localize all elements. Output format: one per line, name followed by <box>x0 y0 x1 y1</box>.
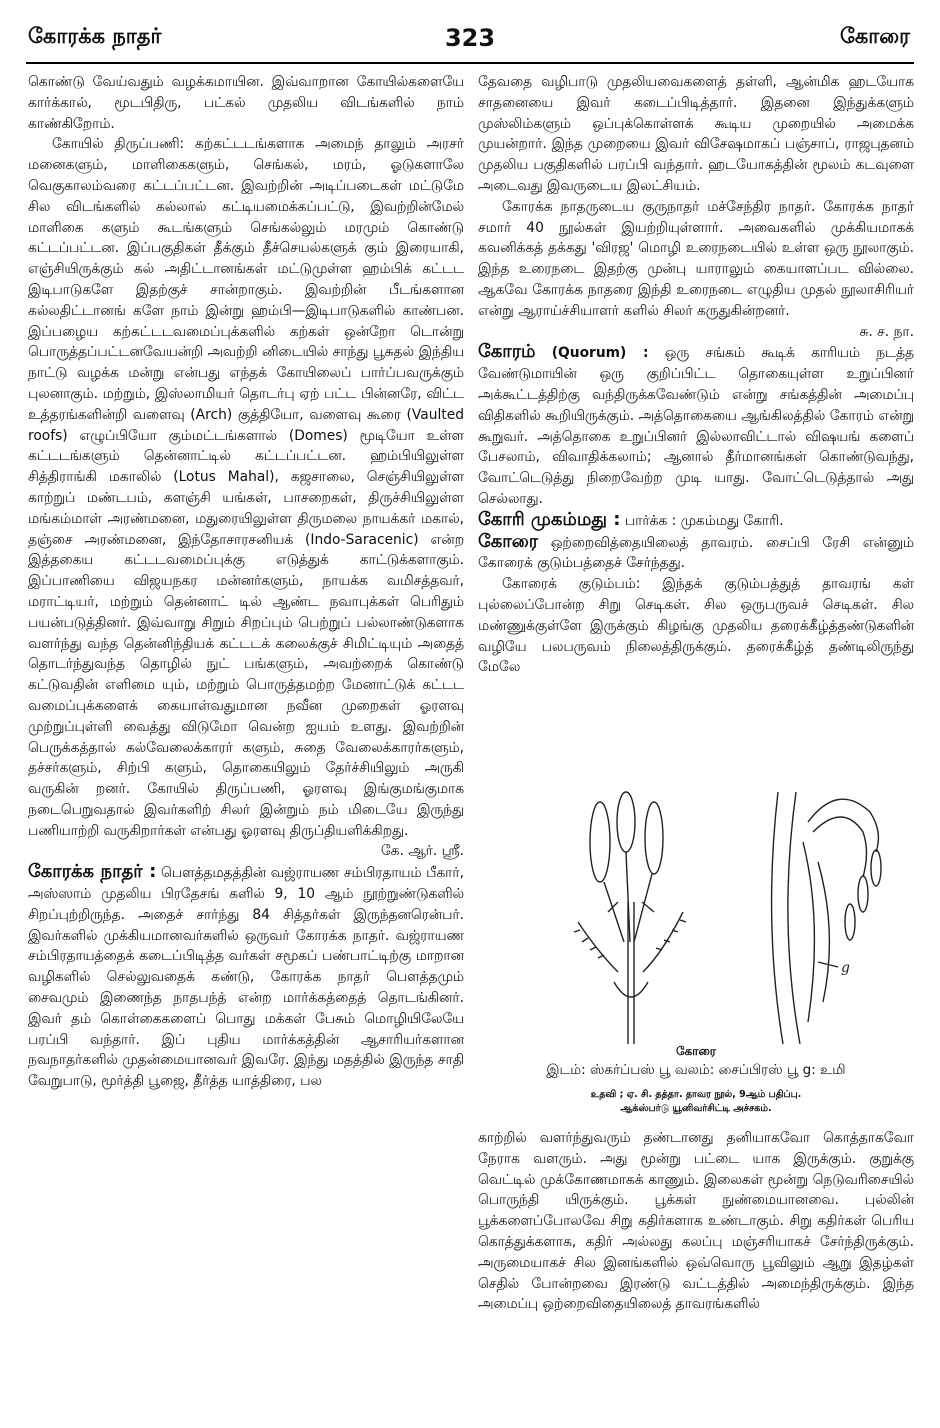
left-column <box>28 72 464 1092</box>
running-head-right: கோரை <box>839 24 910 48</box>
paragraph: காற்றில் வளர்ந்துவரும் தண்டானது தனியாகவோ கொத்தாகவோ நேராக வளரும். அது மூன்று பட்டை யாக இருக்கும். குறுக்கு வெட்டில் முக்கோணமாகக் காணும். இலைகள் மூன்று நெடுவரிசையில் பொருந்தி யிருக்கும். பூக்கள் நுண்மையானவை. புல்லின் பூக்களைப்போலவே சிறு கதிர்களாக உண்டாகும். சிறு கதிர்கள் பெரிய கொத்துக்களாக, கதிர் அல்லது கலப்பு மஞ்சரியாகச் சேர்ந்திருக்கும். அருமையாகச் சில இனங்களில் ஒவ்வொரு பூவிலும் ஆறு இதழ்கள் செதில் போன்றவை இரண்டு வட்டத்தில் அமைந்திருக்கும். இந்த அமைப்பு ஒற்றைவிதையிலைத் தாவரங்களில் <box>478 1130 914 1313</box>
figure-label: g <box>841 960 850 976</box>
header-rule <box>26 62 914 64</box>
paragraph: கொண்டு வேய்வதும் வழக்கமாயின. இவ்வாறான கோயில்களையே கார்க்கால், மூடபிதிரு, பட்கல் முதலிய விடங்களில் நாம் காண்கிறோம். <box>28 74 464 132</box>
entry-text: பௌத்தமதத்தின் வஜ்ராயண சம்பிரதாயம் பீகார், அஸ்ஸாம் முதலிய பிரதேசங் களில் 9, 10 ஆம் நூற்றுண்டுகளில் சிறப்புற்றிருந்த. அதைச் சார்ந்து 84 சித்தர்கள் இருந்தனரென்பர். இவர்களில் முக்கியமானவர்களில் ஒருவர் கோரக்க நாதர். வஜ்ராயண சம்பிரதாயத்தைக் கடைப்பிடித்த வர்கள் சமூகப் பண்பாட்டிற்கு மாறான வழிகளில் செல்லுவதைக் கண்டு, கோரக்க நாதர் பௌத்தமும் சைவமும் இணைந்த நாதபந்த் என்ற மார்க்கத்தைத் தொடங்கினர். இவர் தம் கொள்கைகளைப் பொது மக்கள் பேசும் மொழியிலேயே பரப்பி வந்தார். இப் புதிய மார்க்கத்தின் ஆசாரியர்களான நவநாதர்களில் முதன்மையானவர் இவரே. இந்து மதத்தில் இருந்த சாதி வேறுபாடு, மூர்த்தி பூஜை, தீர்த்த யாத்திரை, பல <box>28 865 464 1090</box>
entry-paragraph <box>478 510 914 532</box>
entry-paragraph <box>28 862 464 1092</box>
author-initials: கே. ஆர். ஸ்ரீ. <box>380 843 464 860</box>
paragraph: தேவதை வழிபாடு முதலியவைகளைத் தள்ளி, ஆன்மிக ஹடயோக சாதனையை இவர் கடைப்பிடித்தார். இதனை இந்துக்களும் முஸ்லிம்களும் ஒப்புக்கொள்ளக் கூடிய முறையில் அமைக்க முயன்றார். இந்த முறையை இவர் விசேஷமாகப் பஞ்சாப், ராஜபுதனம் முதலிய பகுதிகளில் பரப்பி வந்தார். ஹடயோகத்தின் மூலம் கடவுளை அடைவது இவருடைய இலட்சியம். <box>478 74 914 194</box>
right-column-continued <box>478 1128 914 1315</box>
figure-caption: இடம்: ஸ்கர்ப்பஸ் பூ வலம்: சைப்பிரஸ் பூ g: உமி <box>546 1062 846 1078</box>
author-initials: சு. ச. நா. <box>859 323 914 340</box>
paragraph: கோரக்க நாதருடைய குருநாதர் மச்சேந்திர நாதர். கோரக்க நாதர் சமார் 40 நூல்கள் இயற்றியுள்ளார். அவைகளில் முக்கியமாகக் கவனிக்கத் தக்கது 'விரஜ' மொழி உரைநடையில் உள்ள ஒரு நூலாகும். இந்த உரைநடை இதற்கு முன்பு யாராலும் கையாளப்பட வில்லை. ஆகவே கோரக்க நாதரை இந்தி உரைநடை எழுதிய முதல் நூலாசிரியர் என்று ஆராய்ச்சியாளர் களில் சிலர் கருதுகின்றனர். <box>478 198 914 319</box>
right-column <box>478 72 914 678</box>
entry-headword: கோரை <box>478 530 539 552</box>
page-number: 323 <box>444 24 496 52</box>
paragraph: கோரைக் குடும்பம்: இந்தக் குடும்பத்துத் தாவரங் கள் புல்லைப்போன்ற சிறு செடிகள். சில ஒருபருவச் செடிகள். சில மண்ணுக்குள்ளே இருக்கும் கிழங்கு முதலிய தரைக்கீழ்த்தண்டுகளின் வழியே பலபருவம் நிலைத்திருக்கும். தரைக்கீழ்த் தண்டிலிருந்து மேலே <box>478 576 914 676</box>
figure-credit <box>478 1088 914 1116</box>
entry-paragraph <box>478 532 914 575</box>
entry-headword: கோரக்க நாதர் : <box>28 861 157 883</box>
entry-text: ஒற்றைவித்தையிலைத் தாவரம். சைப்பி ரேசி என்னும் கோரைக் குடும்பத்தைச் சேர்ந்தது. <box>478 534 914 572</box>
entry-headword: கோரம் <box>478 341 536 363</box>
entry-headword-english: (Quorum) : <box>551 345 649 362</box>
page-header <box>0 24 940 64</box>
running-head-left: கோரக்க நாதர் <box>28 24 162 48</box>
sedge-flower-illustration <box>478 782 914 1044</box>
entry-paragraph <box>478 342 914 509</box>
credit-line: உதவி ; ஏ. சி. தத்தா. தாவர நூல், 9ஆம் பதிப்பு. <box>590 1089 802 1100</box>
paragraph: கோயில் திருப்பணி: கற்கட்டடங்களாக அமைந் தாலும் அரசர் மனைகளும், மாளிகைகளும், செங்கல், மரம், ஓடுகளாலே வெகுகாலம்வரை கட்டப்பட்டன. இவற்றின் அடிப்படைகள் மட்டுமே சில விடங்களில் கல்லால் கட்டியமைக்கப்பட்டு, இவற்றின்மேல் மாளிகை களும் கூடங்களும் செங்கல்லும் மரமும் கொண்டு கட்டப்பட்டன. இப்பகுதிகள் தீக்கும் தீச்செயல்களுக் கும் இரையாகி, எஞ்சியிருக்கும் கல் அதிட்டானங்கள் மட்டுமுள்ள ஹம்பிக் கட்டட இடிபாடுகளே இதற்குச் சான்றாகும். இவற்றின் பீடங்களான கல்லதிட்டானங் களே நாம் இன்று ஹம்பி—இடிபாடுகளில் காண்பன. இப்பழைய கற்கட்டடவமைப்புக்களில் கற்கள் ஒன்றோ டொன்று பொருத்தப்பட்டனவேயன்றி அவற்றி னிடையில் சாந்து பூசுதல் இந்திய நாட்டு வழக்க மன்று என்பது எந்தக் கோயிலைப் பார்ப்பவருக்கும் புலனாகும். மற்றும், இஸ்லாமியர் தொடர்பு ஏற் பட்ட பின்னரே, விட்ட உத்தரங்களின்றி வளைவு (Arch) குத்தியோ, வளைவு கூரை (Vaulted roofs) எழுப்பியோ கும்மட்டங்களால் (Domes) மூடியோ உள்ள கட்டடங்களும் தென்னாட்டில் கட்டப்பட்டன. ஹம்பியிலுள்ள சித்திராங்கி மகாலில் (Lotus Mahal), கஜசாலை, செஞ்சியிலுள்ள காற்றுப் மண்டபம், களஞ்சி யங்கள், பாசறைகள், திருச்சியிலுள்ள மங்கம்மாள் அரண்மனை, மதுரையிலுள்ள திருமலை நாயக்கர் மகால், தஞ்சை அரண்மனை, இந்தோசாரசனியக் (Indo-Saracenic) என்ற இத்தகைய கட்டடவமைப்புக்கு எடுத்துக் காட்டுக்களாகும். இப்பாணியை விஜயநகர மன்னர்களும், நாயக்க வமிசத்தவர், மராட்டியர், மற்றும் தென்னாட் டில் ஆண்ட நவாபுக்கள் பெரிதும் பயன்படுத்தினர். இவ்வாறு சிறும் சிறப்பும் பெற்றுப் பல்லாண்டுகளாக வளர்ந்து வந்த தென்னிந்தியக் கட்டடக் கலைக்குச் சிமிட்டியும் அதைத் தொடர்ந்துவந்த தொழில் நுட் பங்களும், அவற்றைக் கொண்டு கட்டுவதின் எளிமை யும், மற்றும் பொருத்தமற்ற மேனாட்டுக் கட்டட வமைப்புக்களைக் கையாள்வதுமான நவீன முறைகள் ஓரளவு முற்றுப்புள்ளி வைத்து விடுமோ வென்ற ஐயம் உளது. இவற்றின் பெருக்கத்தால் கல்வேலைக்காரர் களும், சுதை வேலைக்காரர்களும், தச்சர்களும், சிற்பி களும், தொகையிலும் தேர்ச்சியிலும் அருகி வருகின் றனர். கோயில் திருப்பணி, ஓரளவு இங்குமங்குமாக நடைபெறுவதால் இவர்களிற் சிலர் இன்றும் நம் மிடையே இருந்து பணியாற்றி வருகிறார்கள் என்பது ஓரளவு திருப்தியளிக்கிறது. <box>28 136 464 839</box>
entry-headword: கோரி முகம்மது : <box>478 508 621 530</box>
entry-text: ஒரு சங்கம் கூடிக் காரியம் நடத்த வேண்டுமாயின் ஒரு குறிப்பிட்ட தொகையுள்ள உறுப்பினர் அக்கூட்டத்திற்கு வந்திருக்கவேண்டும் என்று சங்கத்தின் அமைப்பு விதிகளில் கூறியிருக்கும். அத்தொகையை ஆங்கிலத்தில் கோரம் என்று கூறுவர். அத்தொகை உறுப்பினர் இல்லாவிட்டால் விஷயங் களைப் பேசலாம், விவாதிக்கலாம்; ஆனால் தீர்மானங்கள் கொண்டுவந்து, வோட்டெடுத்து நிறைவேற்ற முடி யாது. வோட்டெடுத்தால் அது செல்லாது. <box>478 345 915 507</box>
entry-text: பார்க்க : முகம்மது கோரி. <box>624 512 784 529</box>
figure-caption-title: கோரை <box>675 1044 717 1058</box>
credit-line: ஆக்ஸ்பர்டு யூனிவர்சிட்டி அச்சகம். <box>620 1103 772 1114</box>
